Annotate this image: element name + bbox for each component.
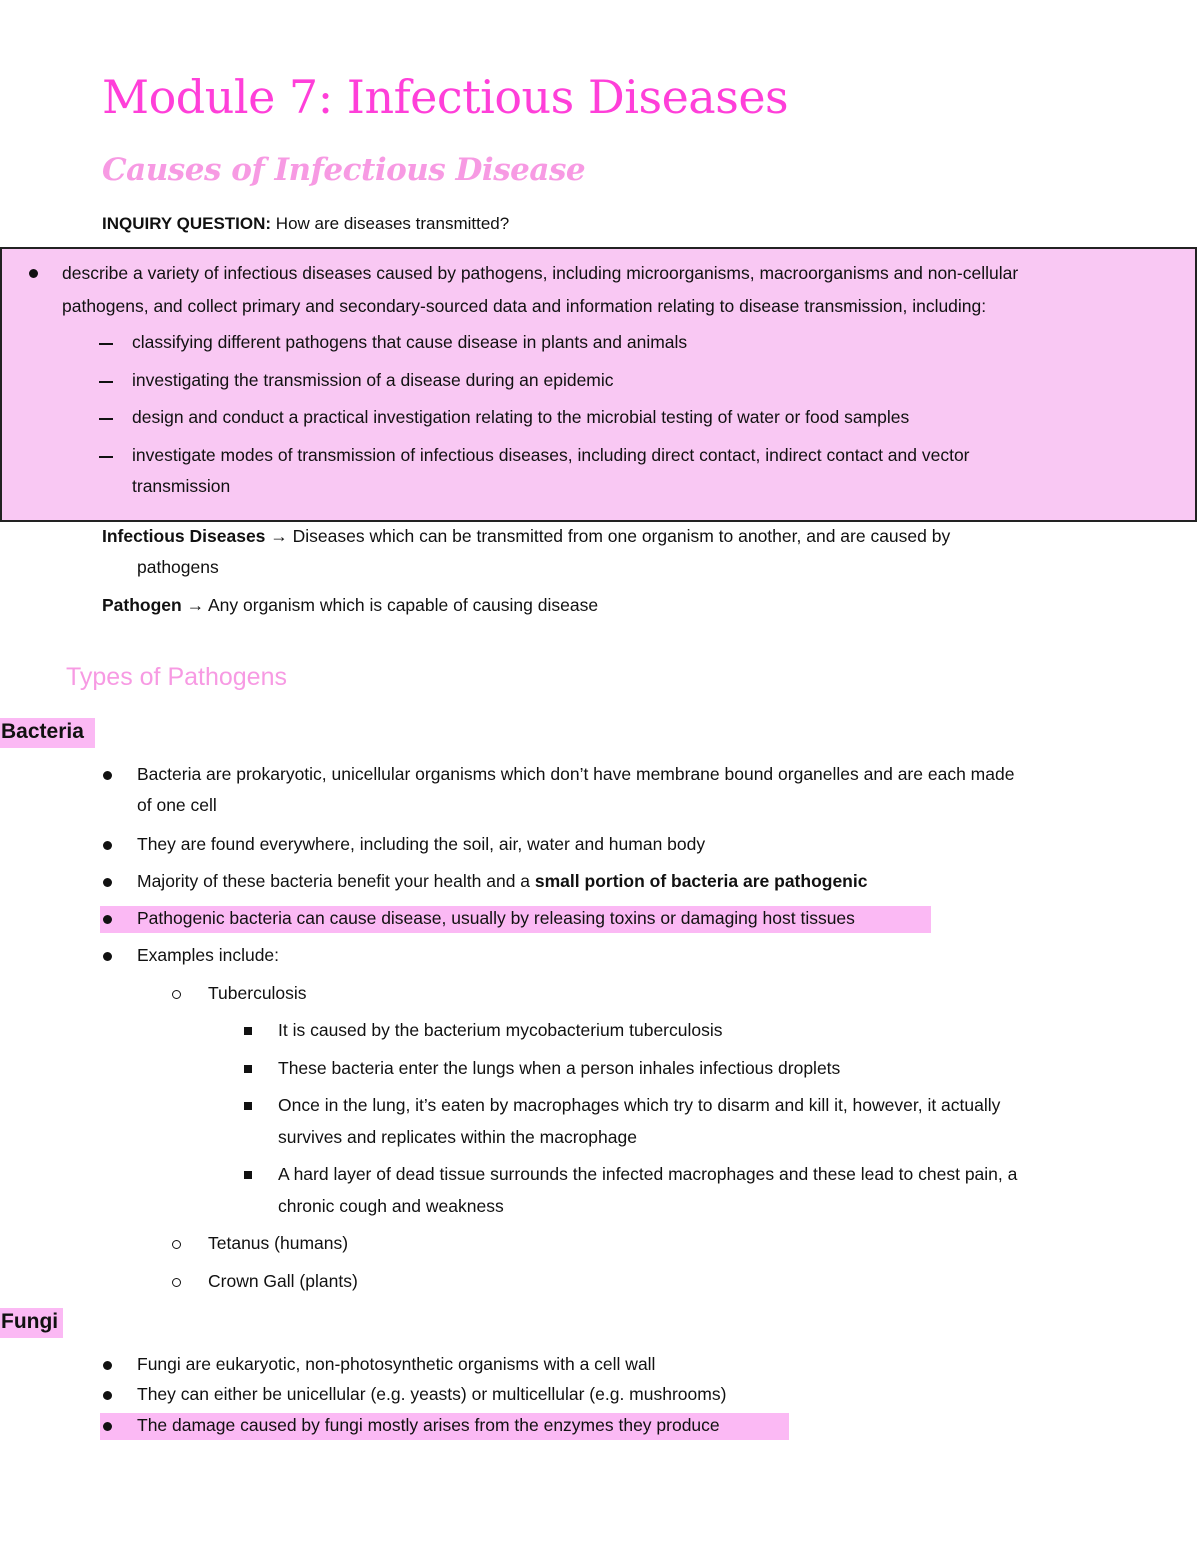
bacteria-point-bold: small portion of bacteria are pathogenic	[534, 871, 868, 891]
bullet-icon	[103, 771, 112, 780]
tb-detail: These bacteria enter the lungs when a person inhales infectious droplets	[278, 1058, 841, 1078]
bullet-icon	[29, 269, 38, 278]
dash-icon	[99, 418, 113, 420]
bullet-icon	[103, 1422, 112, 1431]
inquiry-label: INQUIRY QUESTION:	[102, 214, 272, 233]
bullet-icon	[103, 841, 112, 850]
syllabus-item: design and conduct a practical investigation relating to the microbial testing of water or food samples	[132, 407, 910, 427]
syllabus-main-line2: pathogens, and collect primary and secondary-sourced data and information relating to disease transmission, including:	[62, 296, 987, 316]
tb-detail-continued: chronic cough and weakness	[278, 1196, 504, 1216]
fungi-point: Fungi are eukaryotic, non-photosynthetic organisms with a cell wall	[137, 1354, 656, 1374]
square-bullet-icon	[244, 1102, 252, 1110]
circle-bullet-icon	[172, 1278, 181, 1287]
syllabus-main-line1: describe a variety of infectious diseases caused by pathogens, including microorganisms, macroorganisms and non-cellular	[62, 263, 1019, 283]
page-subtitle: Causes of Infectious Disease	[102, 152, 586, 188]
def-infectious: → Diseases which can be transmitted from one organism to another, and are caused by	[265, 526, 951, 546]
bullet-icon	[103, 878, 112, 887]
bacteria-point-highlighted: Pathogenic bacteria can cause disease, usually by releasing toxins or damaging host tissues	[137, 908, 855, 928]
circle-bullet-icon	[172, 1240, 181, 1249]
dash-icon	[99, 343, 113, 345]
square-bullet-icon	[244, 1065, 252, 1073]
syllabus-item: investigate modes of transmission of infectious diseases, including direct contact, indirect contact and vector	[132, 445, 970, 465]
page-title: Module 7: Infectious Diseases	[102, 70, 789, 124]
inquiry-text: How are diseases transmitted?	[271, 214, 510, 233]
fungi-point-highlighted: The damage caused by fungi mostly arises from the enzymes they produce	[137, 1415, 720, 1435]
term-pathogen: Pathogen	[102, 595, 182, 615]
syllabus-item-continued: transmission	[132, 476, 231, 496]
section-heading-bacteria: Bacteria	[1, 720, 84, 743]
example-item: Crown Gall (plants)	[208, 1271, 358, 1291]
inquiry-question	[102, 214, 509, 234]
square-bullet-icon	[244, 1027, 252, 1035]
circle-bullet-icon	[172, 990, 181, 999]
bacteria-point: They are found everywhere, including the soil, air, water and human body	[137, 834, 706, 854]
term-infectious: Infectious Diseases	[102, 526, 266, 546]
definition-infectious	[102, 526, 950, 547]
definition-pathogen	[102, 595, 598, 616]
bacteria-point	[137, 871, 867, 892]
tb-detail: Once in the lung, it’s eaten by macrophages which try to disarm and kill it, however, it actually	[278, 1095, 1001, 1115]
bullet-icon	[103, 952, 112, 961]
bacteria-point-continued: of one cell	[137, 795, 217, 815]
section-heading-types: Types of Pathogens	[66, 663, 287, 691]
bullet-icon	[103, 1391, 112, 1400]
section-heading-fungi: Fungi	[1, 1310, 59, 1333]
example-item: Tetanus (humans)	[208, 1233, 349, 1253]
syllabus-item: investigating the transmission of a disease during an epidemic	[132, 370, 614, 390]
bacteria-point: Bacteria are prokaryotic, unicellular organisms which don’t have membrane bound organelles and are each made	[137, 764, 1015, 784]
tb-detail: A hard layer of dead tissue surrounds the infected macrophages and these lead to chest pain, a	[278, 1164, 1018, 1184]
dash-icon	[99, 456, 113, 458]
example-item: Tuberculosis	[208, 983, 307, 1003]
bacteria-point: Examples include:	[137, 945, 280, 965]
tb-detail: It is caused by the bacterium mycobacterium tuberculosis	[278, 1020, 723, 1040]
bacteria-point-plain: Majority of these bacteria benefit your health and a	[137, 871, 535, 891]
square-bullet-icon	[244, 1171, 252, 1179]
fungi-point: They can either be unicellular (e.g. yeasts) or multicellular (e.g. mushrooms)	[137, 1384, 727, 1404]
tb-detail-continued: survives and replicates within the macrophage	[278, 1127, 637, 1147]
bullet-icon	[103, 1361, 112, 1370]
def-pathogen: → Any organism which is capable of causing disease	[181, 595, 599, 615]
definition-infectious-continued: pathogens	[137, 557, 219, 577]
bullet-icon	[103, 915, 112, 924]
syllabus-item: classifying different pathogens that cause disease in plants and animals	[132, 332, 688, 352]
dash-icon	[99, 381, 113, 383]
